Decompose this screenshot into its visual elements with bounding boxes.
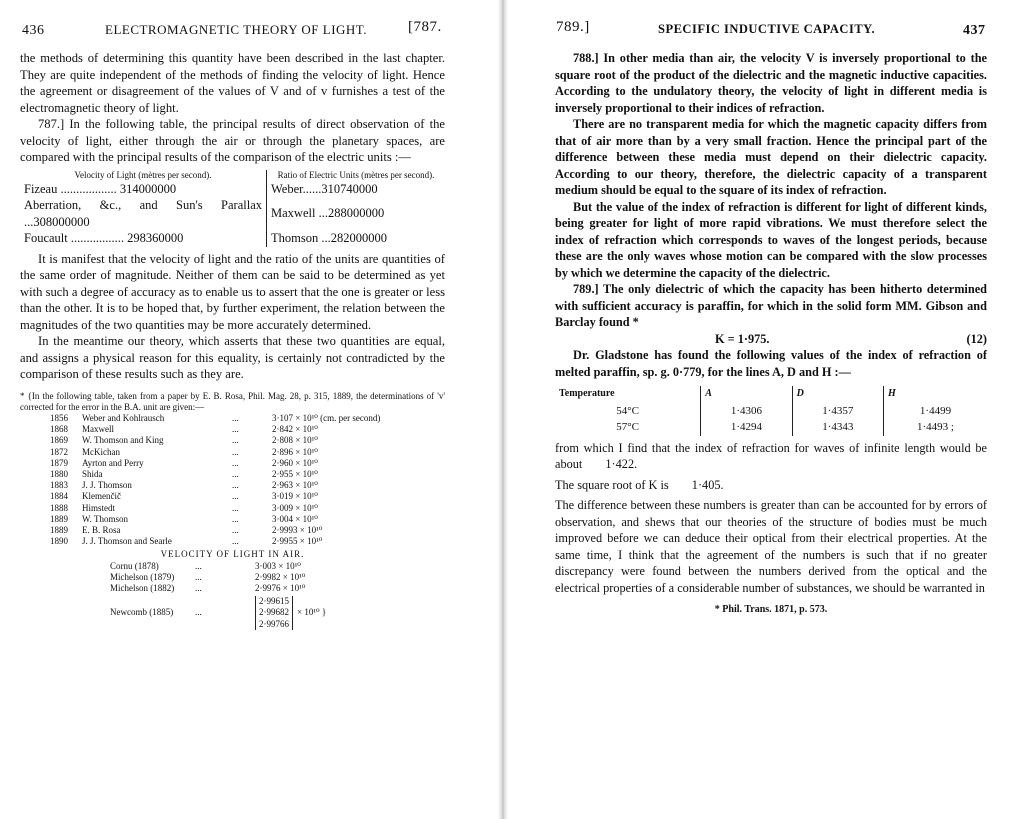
right-para-1: 788.] In other media than air, the velocity V is inversely proportional to the square root of the product of the dielectric and the magnetic inductive capacities. According to the undulatory theory, the velocity of light in different media is inversely proportional to their indices of refraction. [555,51,987,115]
right-page-number: 437 [963,23,986,38]
refraction-header: Temperature [555,386,701,403]
ratio-name: Maxwell [271,206,316,221]
left-body [20,50,445,630]
table-row: 1889 E. B. Rosa ... 2·9993 × 10¹⁰ [50,524,323,535]
newcomb-name: Newcomb (1885) [110,607,174,618]
ratio-name: Weber [271,181,303,196]
ratio-value: 282000000 [330,231,387,245]
table-row: 1872 McKichan ... 2·896 × 10¹⁰ [50,446,318,457]
velocity-value: 314000000 [119,181,177,196]
right-para-3: But the value of the index of refraction is different for light of different kinds, being greater for light of more rapid vibrations. We must therefore select the index of refraction which corresponds to waves of the longest periods, because these are the only waves whose motion can be compared with the slow processes by which we determine the capacity of the dielectric. [555,199,987,280]
table-row: 1883 J. J. Thomson ... 2·963 × 10¹⁰ [50,480,318,491]
velocity-name: Foucault [24,231,68,245]
equation: K = 1·975. [715,331,770,346]
right-page [508,0,1024,819]
right-para-7: The square root of K is 1·405. [555,477,724,492]
ratio-name: Thomson [271,231,319,245]
air-heading: VELOCITY OF LIGHT IN AIR. [160,549,305,560]
right-running-title: SPECIFIC INDUCTIVE CAPACITY. [658,22,876,36]
left-running-title: ELECTROMAGNETIC THEORY OF LIGHT. [105,22,368,37]
table-row: 1856 Weber and Kohlrausch ... 3·107 × 10¹⁰ (cm. per second) [50,412,381,423]
table-row: Fizeau .................. 314000000 Weber......310740000 [20,181,445,198]
right-section-mark: 789.] [556,19,590,35]
table-row: Michelson (1882) ... 2·9976 × 10¹⁰ [110,582,306,593]
left-footnote-intro: * {In the following table, taken from a paper by E. B. Rosa, Phil. Mag. 28, p. 315, 1889, the determinations of 'v' corrected for the error in the B.A. unit are given:— [20,390,445,412]
footnote-table [20,413,445,547]
table-row: 1879 Ayrton and Perry ... 2·960 × 10¹⁰ [50,457,318,468]
right-para-5: Dr. Gladstone has found the following values of the index of refraction of melted paraffin, sp. g. 0·779, for the lines A, D and H :— [555,348,987,379]
table-row: 1869 W. Thomson and King ... 2·808 × 10¹⁰ [50,435,318,446]
right-body [555,50,987,619]
table-row: 1890 J. J. Thomson and Searle ... 2·9955 × 10¹⁰ [50,536,323,547]
equation-row [555,331,987,348]
velocity-value: 298360000 [127,231,184,245]
newcomb-unit: × 10¹⁰ } [297,607,327,618]
refraction-table [555,386,987,436]
book-gutter [498,0,508,819]
left-para-1: the methods of determining this quantity have been described in the last chapter. They are quite independent of the methods of finding the velocity of light. Hence the agreement or disagreement of the values of V and of v furnishes a test of the electromagnetic theory of light. [20,51,445,115]
velocity-header: Velocity of Light (mètres per second). [20,170,267,181]
left-page [0,0,498,819]
refraction-header: A [701,386,792,403]
table-row: Newcomb (1885) ... 2·99615 2·99682 2·99766 × 10¹⁰ } [20,596,445,630]
left-section-mark: [787. [408,19,442,35]
table-row: Cornu (1878) ... 3·003 × 10¹⁰ [110,560,301,571]
velocity-name: Aberration, &c., and Sun's Parallax [24,198,262,212]
refraction-header: H [887,388,896,399]
ratio-value: 288000000 [327,206,385,221]
table-row: 1880 Shida ... 2·955 × 10¹⁰ [50,468,318,479]
left-page-number: 436 [22,23,45,38]
table-row: Aberration, &c., and Sun's Parallax ...308000000 Maxwell ...288000000 [20,197,445,230]
table-row: 57°C 1·4294 1·4343 1·4493 ; [555,419,987,436]
right-para-4: 789.] The only dielectric of which the capacity has been hitherto determined with sufficient accuracy is paraffin, for which in the solid form MM. Gibson and Barclay found * [555,282,987,329]
table-row: 1884 Klemenčič ... 3·019 × 10¹⁰ [50,491,318,502]
table-row: 1868 Maxwell ... 2·842 × 10¹⁰ [50,424,318,435]
value-infinite-length: 1·422. [605,457,638,471]
table-row: 1889 W. Thomson ... 3·004 × 10¹⁰ [50,513,318,524]
right-para-6: from which I find that the index of refraction for waves of infinite length would be about 1·422. [555,440,987,471]
refraction-header: D [792,386,883,403]
table-row: Michelson (1879) ... 2·9982 × 10¹⁰ [110,571,306,582]
table-row: 54°C 1·4306 1·4357 1·4499 [555,403,987,420]
velocity-table [20,170,445,247]
velocity-value: 308000000 [33,214,90,229]
table-row: 1888 Himstedt ... 3·009 × 10¹⁰ [50,502,318,513]
left-para-4: In the meantime our theory, which asserts that these two quantities are equal, and assigns a physical reason for this equality, is certainly not contradicted by the comparison of these results such as they are. [20,334,445,381]
right-para-2: There are no transparent media for which the magnetic capacity differs from that of air more than by a very small fraction. Hence the principal part of the difference between these media must depend on their dielectric capacity. According to our theory, therefore, the dielectric capacity of a transparent medium should be equal to the square of its index of refraction. [555,117,987,197]
left-para-2: 787.] In the following table, the principal results of direct observation of the velocity of light, either through the air or through the planetary spaces, are compared with the principal results of the comparison of the electric units :— [20,117,445,164]
air-table [20,561,445,630]
table-row: Foucault ................. 298360000 Thomson ...282000000 [20,230,445,247]
equation-number: (12) [966,331,987,346]
newcomb-values: 2·99615 2·99682 2·99766 [255,596,293,630]
ratio-header: Ratio of Electric Units (mètres per second). [277,169,435,180]
velocity-name: Fizeau [24,181,58,196]
left-para-3: It is manifest that the velocity of light and the ratio of the units are quantities of the same order of magnitude. Neither of them can be said to be determined as yet with such a degree of accuracy as to enable us to assert that the one is greater or less than the other. It is to be hoped that, by further experiment, the relation between the magnitudes of the two quantities may be more accurately determined. [20,251,445,332]
right-footnote: * Phil. Trans. 1871, p. 573. [714,604,828,615]
ratio-value: 310740000 [321,181,378,196]
right-para-8: The difference between these numbers is greater than can be accounted for by errors of observation, and shews that our theories of the structure of bodies must be much improved before we can deduce their optical from their electrical properties. At the same time, I think that the agreement of the numbers is such that if no greater discrepancy were found between the numbers derived from the optical and the electrical properties of a considerable number of substances, we should be warranted in [555,498,987,595]
value-sqrt-k: 1·405. [691,477,724,492]
